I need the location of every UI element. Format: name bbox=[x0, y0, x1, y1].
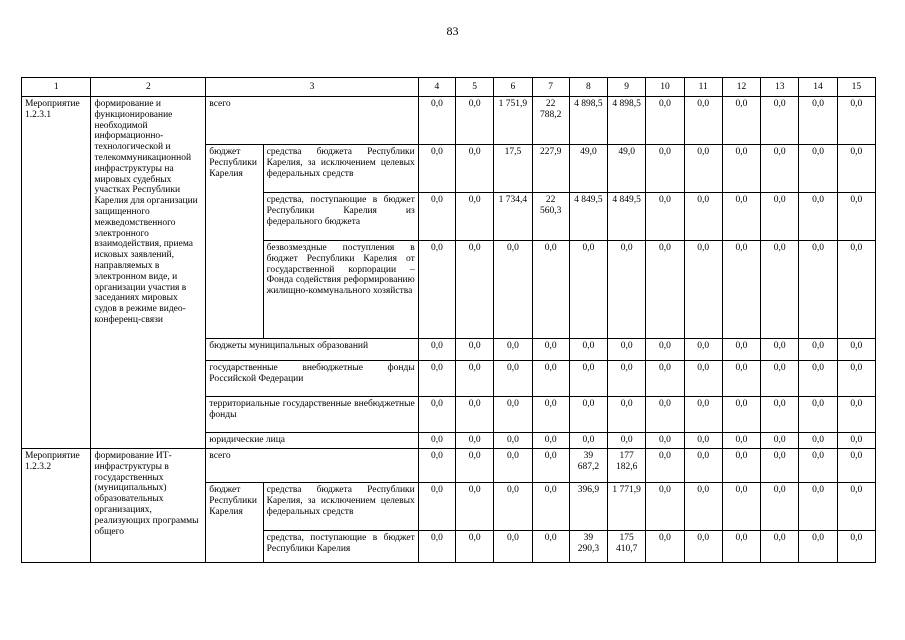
value-cell: 0,0 bbox=[608, 241, 646, 339]
value-cell: 0,0 bbox=[418, 339, 455, 361]
value-cell: 22 560,3 bbox=[532, 193, 569, 241]
value-cell: 0,0 bbox=[684, 531, 722, 563]
value-cell: 39 687,2 bbox=[569, 449, 607, 483]
value-cell: 0,0 bbox=[418, 145, 455, 193]
value-cell: 0,0 bbox=[722, 449, 760, 483]
value-cell: 0,0 bbox=[418, 241, 455, 339]
value-cell: 0,0 bbox=[722, 433, 760, 449]
value-cell: 4 849,5 bbox=[569, 193, 607, 241]
column-header: 14 bbox=[799, 78, 837, 97]
value-cell: 0,0 bbox=[761, 241, 799, 339]
value-cell: 0,0 bbox=[608, 397, 646, 433]
value-cell: 0,0 bbox=[646, 531, 684, 563]
value-cell: 0,0 bbox=[494, 483, 532, 531]
value-cell: 0,0 bbox=[456, 483, 494, 531]
value-cell: 0,0 bbox=[532, 449, 569, 483]
value-cell: 0,0 bbox=[761, 433, 799, 449]
value-cell: 0,0 bbox=[608, 361, 646, 397]
source-label: всего bbox=[206, 97, 418, 145]
value-cell: 0,0 bbox=[722, 145, 760, 193]
value-cell: 0,0 bbox=[646, 449, 684, 483]
value-cell: 0,0 bbox=[646, 193, 684, 241]
value-cell: 0,0 bbox=[799, 339, 837, 361]
source-label: бюджеты муниципальных образований bbox=[206, 339, 418, 361]
value-cell: 0,0 bbox=[799, 483, 837, 531]
column-header: 10 bbox=[646, 78, 684, 97]
source-group: бюджет Республики Карелия bbox=[206, 145, 263, 339]
value-cell: 17,5 bbox=[494, 145, 532, 193]
value-cell: 0,0 bbox=[608, 339, 646, 361]
value-cell: 0,0 bbox=[418, 531, 455, 563]
value-cell: 0,0 bbox=[684, 433, 722, 449]
value-cell: 0,0 bbox=[799, 531, 837, 563]
value-cell: 0,0 bbox=[532, 339, 569, 361]
value-cell: 0,0 bbox=[722, 483, 760, 531]
value-cell: 396,9 bbox=[569, 483, 607, 531]
value-cell: 0,0 bbox=[684, 483, 722, 531]
value-cell: 0,0 bbox=[761, 531, 799, 563]
value-cell: 0,0 bbox=[722, 241, 760, 339]
measure-description: формирование ИТ-инфраструктуры в государственных (муниципальных) образовательных организациях, реализующих программы общего bbox=[91, 449, 206, 563]
measure-id: Мероприятие 1.2.3.1 bbox=[22, 97, 91, 449]
value-cell: 0,0 bbox=[722, 361, 760, 397]
value-cell: 0,0 bbox=[799, 361, 837, 397]
value-cell: 0,0 bbox=[646, 483, 684, 531]
value-cell: 0,0 bbox=[418, 433, 455, 449]
value-cell: 0,0 bbox=[646, 339, 684, 361]
value-cell: 1 771,9 bbox=[608, 483, 646, 531]
value-cell: 0,0 bbox=[799, 193, 837, 241]
value-cell: 0,0 bbox=[494, 397, 532, 433]
source-label: средства бюджета Республики Карелия, за исключением целевых федеральных средств bbox=[263, 483, 418, 531]
value-cell: 0,0 bbox=[761, 339, 799, 361]
value-cell: 0,0 bbox=[646, 97, 684, 145]
value-cell: 0,0 bbox=[532, 531, 569, 563]
value-cell: 0,0 bbox=[418, 449, 455, 483]
value-cell: 0,0 bbox=[837, 145, 875, 193]
source-label: средства, поступающие в бюджет Республики Карелия из федерального бюджета bbox=[263, 193, 418, 241]
value-cell: 0,0 bbox=[494, 241, 532, 339]
source-label: средства бюджета Республики Карелия, за исключением целевых федеральных средств bbox=[263, 145, 418, 193]
value-cell: 0,0 bbox=[646, 361, 684, 397]
source-label: территориальные государственные внебюджетные фонды bbox=[206, 397, 418, 433]
value-cell: 0,0 bbox=[684, 361, 722, 397]
value-cell: 39 290,3 bbox=[569, 531, 607, 563]
source-group: бюджет Республики Карелия bbox=[206, 483, 263, 563]
value-cell: 1 734,4 bbox=[494, 193, 532, 241]
value-cell: 4 849,5 bbox=[608, 193, 646, 241]
value-cell: 0,0 bbox=[837, 449, 875, 483]
value-cell: 0,0 bbox=[837, 193, 875, 241]
table-row bbox=[22, 449, 876, 483]
value-cell: 0,0 bbox=[799, 97, 837, 145]
value-cell: 0,0 bbox=[799, 433, 837, 449]
value-cell: 0,0 bbox=[532, 241, 569, 339]
value-cell: 0,0 bbox=[761, 193, 799, 241]
value-cell: 0,0 bbox=[684, 145, 722, 193]
value-cell: 175 410,7 bbox=[608, 531, 646, 563]
value-cell: 177 182,6 bbox=[608, 449, 646, 483]
value-cell: 0,0 bbox=[456, 361, 494, 397]
column-header: 12 bbox=[722, 78, 760, 97]
measure-description: формирование и функционирование необходимой информационно-технологической и телекоммуникационной инфраструктуры на мировых судебных участках Республики Карелия для организации защищенного межведомственного электронного взаимодействия, приема исковых заявлений, направляемых в электронном виде, и организации участия в заседаниях мировых судов в режиме видео-конференц-связи bbox=[91, 97, 206, 449]
column-header: 5 bbox=[456, 78, 494, 97]
column-header: 15 bbox=[837, 78, 875, 97]
value-cell: 0,0 bbox=[837, 483, 875, 531]
value-cell: 0,0 bbox=[456, 397, 494, 433]
page-number: 83 bbox=[446, 24, 459, 38]
value-cell: 0,0 bbox=[722, 97, 760, 145]
value-cell: 0,0 bbox=[456, 531, 494, 563]
column-header: 7 bbox=[532, 78, 569, 97]
value-cell: 0,0 bbox=[761, 361, 799, 397]
column-header: 3 bbox=[206, 78, 418, 97]
value-cell: 1 751,9 bbox=[494, 97, 532, 145]
value-cell: 4 898,5 bbox=[608, 97, 646, 145]
value-cell: 0,0 bbox=[494, 433, 532, 449]
column-header: 6 bbox=[494, 78, 532, 97]
value-cell: 49,0 bbox=[608, 145, 646, 193]
column-header: 11 bbox=[684, 78, 722, 97]
value-cell: 0,0 bbox=[646, 433, 684, 449]
value-cell: 0,0 bbox=[569, 339, 607, 361]
value-cell: 0,0 bbox=[761, 397, 799, 433]
value-cell: 0,0 bbox=[799, 145, 837, 193]
measure-id: Мероприятие 1.2.3.2 bbox=[22, 449, 91, 563]
value-cell: 0,0 bbox=[494, 361, 532, 397]
value-cell: 0,0 bbox=[837, 361, 875, 397]
value-cell: 22 788,2 bbox=[532, 97, 569, 145]
value-cell: 49,0 bbox=[569, 145, 607, 193]
value-cell: 0,0 bbox=[569, 397, 607, 433]
value-cell: 0,0 bbox=[456, 449, 494, 483]
source-label: безвозмездные поступления в бюджет Республики Карелия от государственной корпорации – Фонда содействия реформированию жилищно-коммунального хозяйства bbox=[263, 241, 418, 339]
value-cell: 0,0 bbox=[569, 361, 607, 397]
value-cell: 0,0 bbox=[837, 433, 875, 449]
value-cell: 0,0 bbox=[837, 397, 875, 433]
value-cell: 0,0 bbox=[761, 97, 799, 145]
column-header: 1 bbox=[22, 78, 91, 97]
value-cell: 0,0 bbox=[418, 397, 455, 433]
value-cell: 0,0 bbox=[608, 433, 646, 449]
value-cell: 0,0 bbox=[456, 193, 494, 241]
value-cell: 0,0 bbox=[837, 339, 875, 361]
column-header: 13 bbox=[761, 78, 799, 97]
value-cell: 0,0 bbox=[722, 193, 760, 241]
value-cell: 0,0 bbox=[456, 241, 494, 339]
budget-table bbox=[21, 77, 876, 563]
value-cell: 0,0 bbox=[456, 97, 494, 145]
value-cell: 0,0 bbox=[494, 531, 532, 563]
value-cell: 0,0 bbox=[684, 449, 722, 483]
value-cell: 0,0 bbox=[532, 483, 569, 531]
source-label: государственные внебюджетные фонды Российской Федерации bbox=[206, 361, 418, 397]
header-row bbox=[22, 78, 876, 97]
value-cell: 0,0 bbox=[532, 433, 569, 449]
value-cell: 0,0 bbox=[761, 483, 799, 531]
value-cell: 0,0 bbox=[456, 433, 494, 449]
value-cell: 0,0 bbox=[837, 241, 875, 339]
value-cell: 0,0 bbox=[722, 397, 760, 433]
value-cell: 0,0 bbox=[569, 241, 607, 339]
value-cell: 0,0 bbox=[418, 361, 455, 397]
value-cell: 0,0 bbox=[761, 145, 799, 193]
value-cell: 0,0 bbox=[494, 449, 532, 483]
value-cell: 0,0 bbox=[646, 241, 684, 339]
value-cell: 0,0 bbox=[646, 397, 684, 433]
value-cell: 0,0 bbox=[837, 531, 875, 563]
column-header: 9 bbox=[608, 78, 646, 97]
source-label: средства, поступающие в бюджет Республики Карелия bbox=[263, 531, 418, 563]
value-cell: 0,0 bbox=[532, 397, 569, 433]
value-cell: 0,0 bbox=[722, 339, 760, 361]
value-cell: 0,0 bbox=[722, 531, 760, 563]
source-label: юридические лица bbox=[206, 433, 418, 449]
value-cell: 0,0 bbox=[418, 483, 455, 531]
value-cell: 0,0 bbox=[799, 397, 837, 433]
value-cell: 0,0 bbox=[684, 193, 722, 241]
value-cell: 0,0 bbox=[684, 397, 722, 433]
column-header: 4 bbox=[418, 78, 455, 97]
value-cell: 0,0 bbox=[684, 339, 722, 361]
value-cell: 0,0 bbox=[761, 449, 799, 483]
value-cell: 0,0 bbox=[456, 145, 494, 193]
table-row bbox=[22, 97, 876, 145]
value-cell: 0,0 bbox=[799, 241, 837, 339]
source-label: всего bbox=[206, 449, 418, 483]
column-header: 8 bbox=[569, 78, 607, 97]
value-cell: 0,0 bbox=[837, 97, 875, 145]
value-cell: 0,0 bbox=[456, 339, 494, 361]
value-cell: 0,0 bbox=[646, 145, 684, 193]
value-cell: 4 898,5 bbox=[569, 97, 607, 145]
value-cell: 0,0 bbox=[418, 193, 455, 241]
value-cell: 0,0 bbox=[418, 97, 455, 145]
value-cell: 0,0 bbox=[532, 361, 569, 397]
value-cell: 0,0 bbox=[684, 97, 722, 145]
value-cell: 0,0 bbox=[494, 339, 532, 361]
value-cell: 0,0 bbox=[569, 433, 607, 449]
column-header: 2 bbox=[91, 78, 206, 97]
value-cell: 227,9 bbox=[532, 145, 569, 193]
value-cell: 0,0 bbox=[799, 449, 837, 483]
value-cell: 0,0 bbox=[684, 241, 722, 339]
